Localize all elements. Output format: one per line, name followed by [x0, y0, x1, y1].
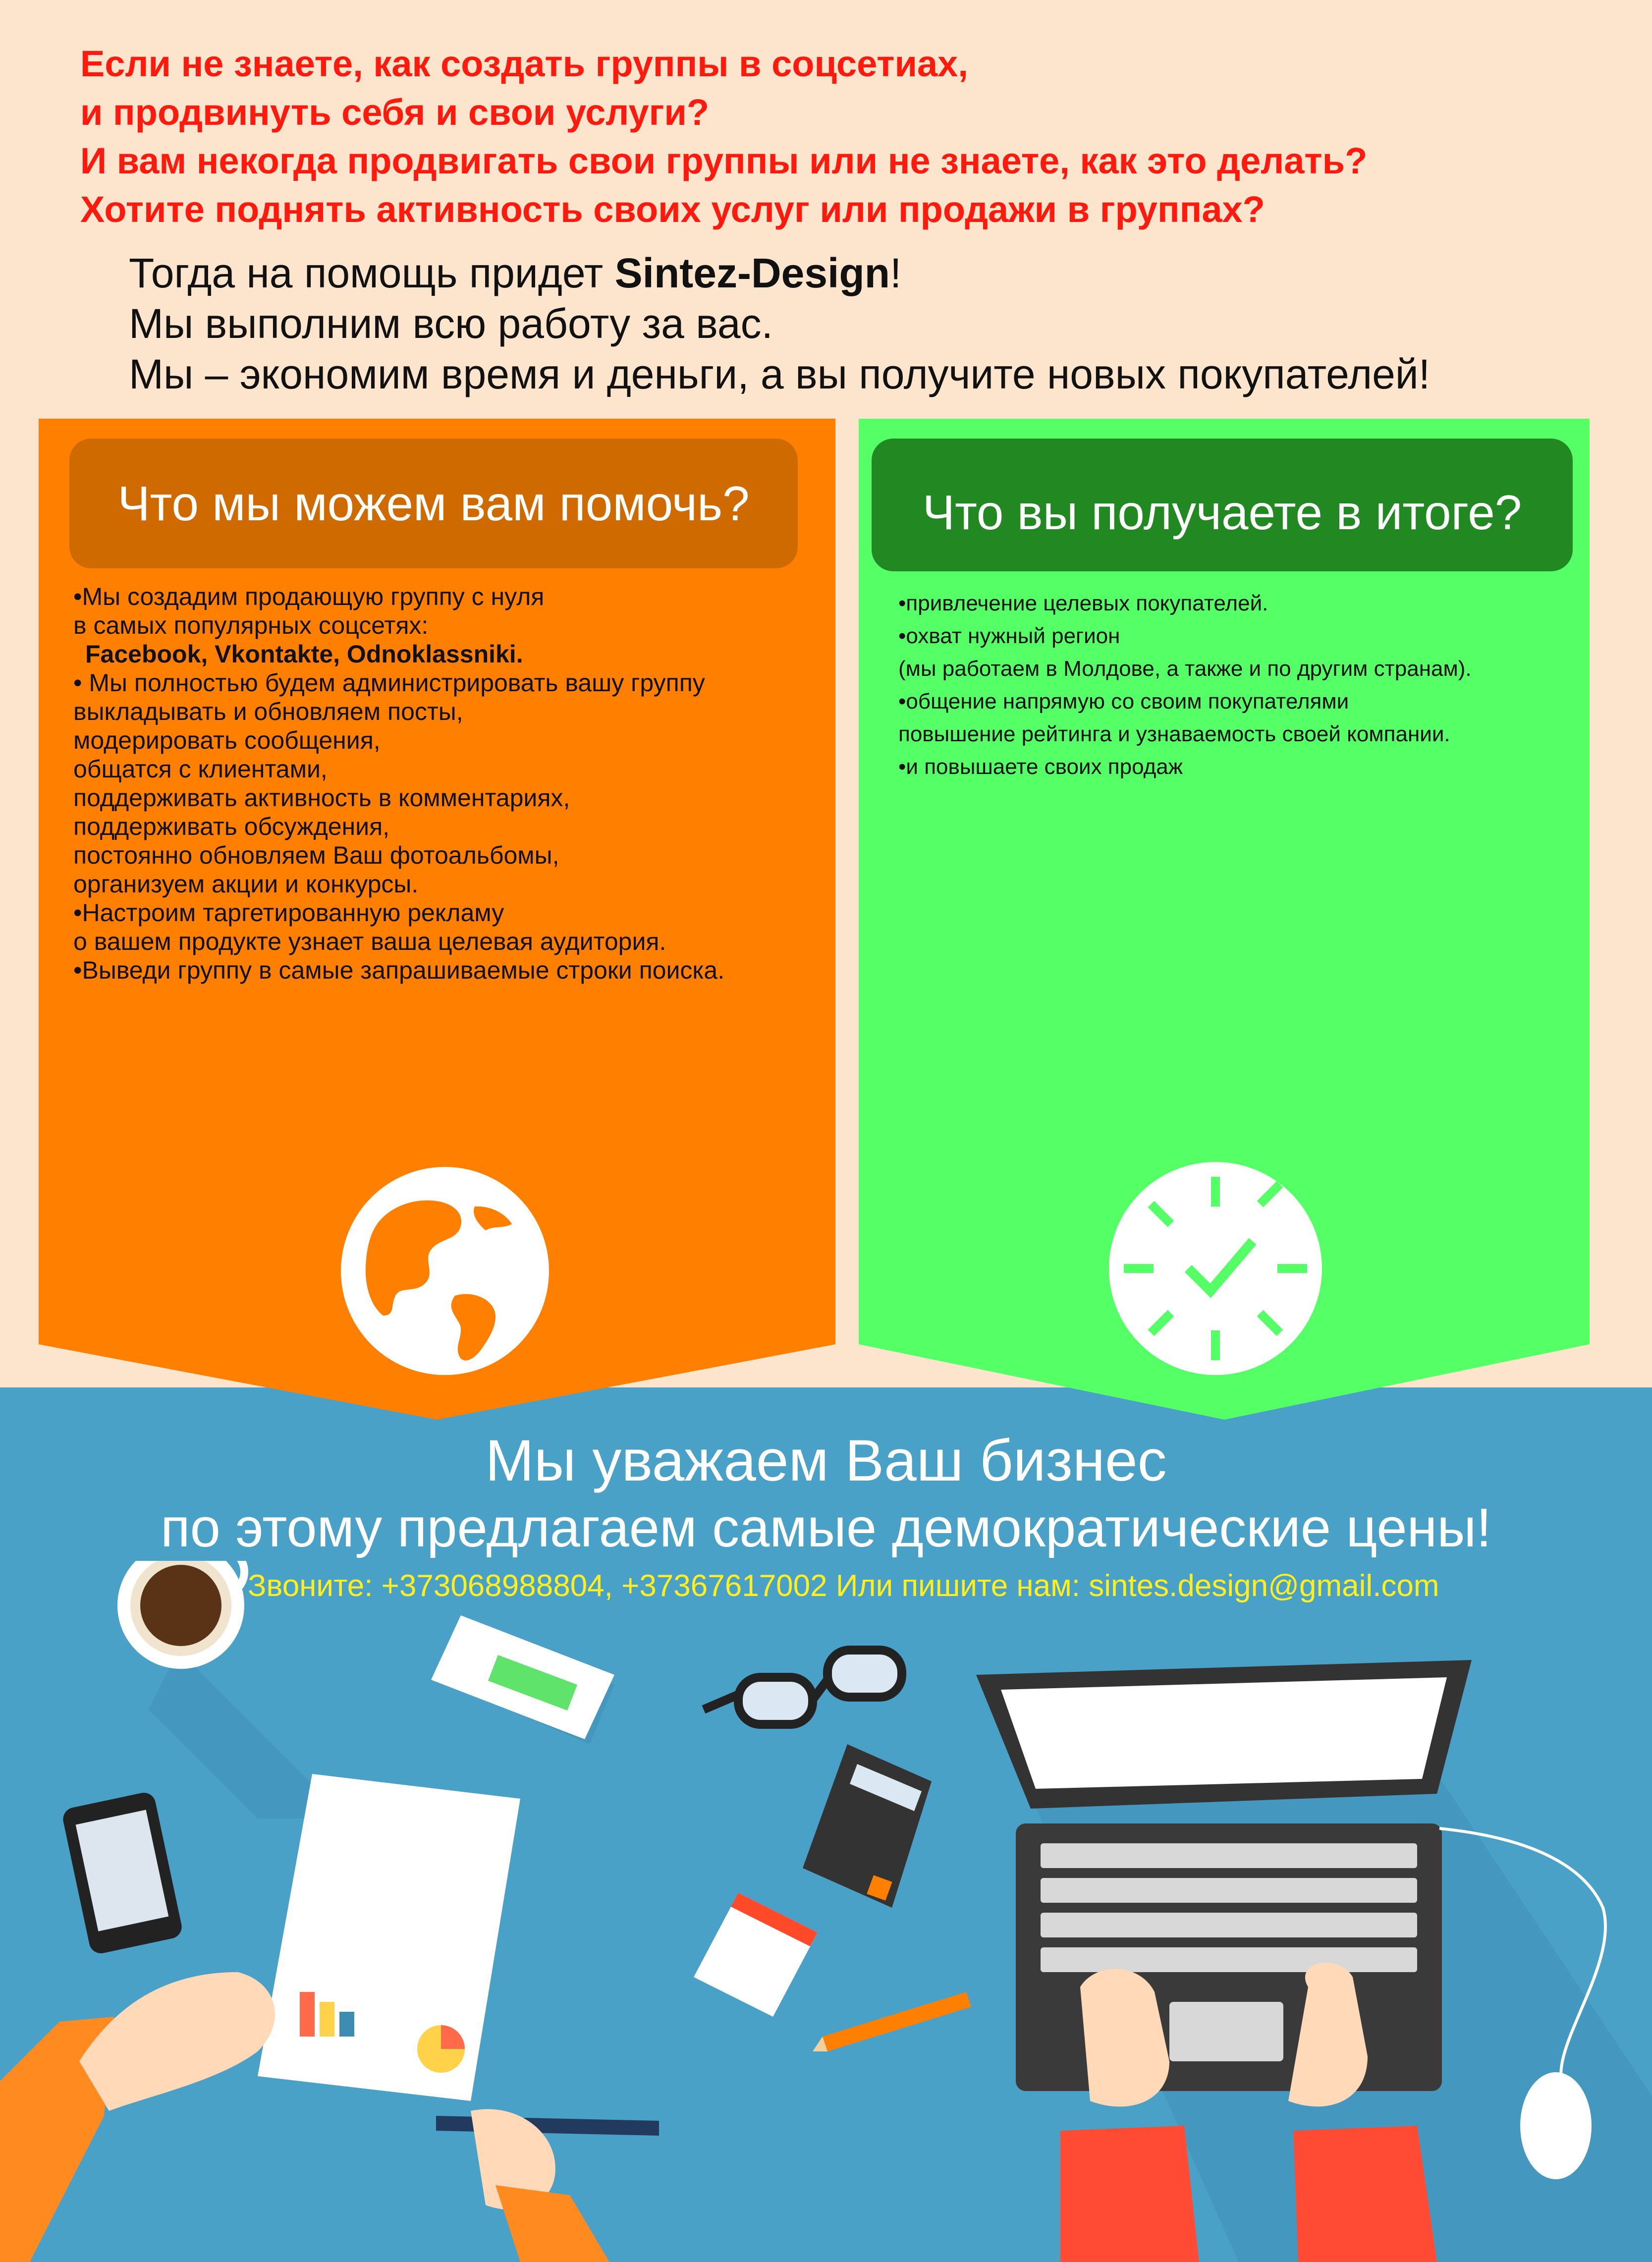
intro-line-2: Мы выполним всю работу за вас. — [129, 300, 773, 347]
list-item: поддерживать активность в комментариях, — [73, 784, 570, 812]
intro-prefix: Тогда на помощь придет — [129, 250, 615, 296]
list-item: поддерживать обсуждения, — [73, 813, 390, 840]
headline — [80, 40, 1616, 234]
list-item: организуем акции и конкурсы. — [73, 870, 419, 898]
list-item: общатся с клиентами, — [73, 755, 328, 783]
envelope-icon — [431, 1615, 614, 1744]
calculator-icon — [803, 1744, 932, 1908]
list-item: •и повышаете своих продаж — [898, 755, 1183, 779]
document-icon — [258, 1774, 520, 2101]
list-item: •Настроим таргетированную рекламу — [73, 899, 504, 927]
clock-check-icon — [1109, 1162, 1322, 1375]
slogan-subtitle: по этому предлагаем самые демократические цены! — [161, 1497, 1491, 1558]
intro-line-3: Мы – экономим время и деньги, а вы получите новых покупателей! — [129, 351, 1431, 397]
right-panel-text — [898, 587, 1592, 783]
right-panel-title: Что вы получаете в итоге? — [872, 439, 1573, 571]
list-item: постоянно обновляем Ваш фотоальбомы, — [73, 841, 559, 869]
list-item: •общение напрямую со своим покупателями — [898, 689, 1349, 714]
list-item: модерировать сообщения, — [73, 726, 381, 754]
headline-line: и продвинуть себя и свои услуги? — [80, 92, 710, 133]
notepad-icon — [694, 1893, 818, 2017]
list-item: •охват нужный регион — [898, 624, 1120, 648]
left-panel-title: Что мы можем вам помочь? — [69, 439, 798, 568]
list-item: Facebook, Vkontakte, Odnoklassniki. — [85, 640, 523, 668]
left-panel — [39, 419, 835, 1420]
intro-line-1 — [129, 248, 1615, 298]
list-item: •Мы создадим продающую группу с нуля — [73, 583, 545, 610]
phone-icon — [61, 1791, 184, 1956]
list-item: •привлечение целевых покупателей. — [898, 591, 1268, 615]
headline-line: Если не знаете, как создать группы в соцсетиах, — [80, 43, 968, 84]
desk-illustration — [0, 1561, 1652, 2262]
intro — [129, 248, 1615, 399]
globe-icon — [341, 1167, 549, 1375]
list-item: •Выведи группу в самые запрашиваемые строки поиска. — [73, 956, 725, 984]
right-panel — [859, 419, 1590, 1420]
left-panel-text — [73, 582, 831, 985]
glasses-icon — [704, 1650, 902, 1724]
slogan-title: Мы уважаем Ваш бизнес — [485, 1428, 1167, 1493]
brand-name: Sintez-Design — [614, 250, 890, 296]
headline-line: И вам некогда продвигать свои группы или не знаете, как это делать? — [80, 140, 1368, 181]
list-item: о вашем продукте узнает ваша целевая аудитория. — [73, 928, 666, 955]
pencil-icon — [813, 1992, 971, 2051]
list-item: повышение рейтинга и узнаваемость своей компании. — [898, 722, 1450, 746]
list-item: • Мы полностью будем администрировать вашу группу — [73, 669, 705, 697]
list-item: в самых популярных соцсетях: — [73, 611, 429, 639]
list-item: (мы работаем в Молдове, а также и по другим странам). — [898, 657, 1472, 681]
intro-suffix: ! — [890, 250, 902, 296]
headline-line: Хотите поднять активность своих услуг или продажи в группах? — [80, 189, 1265, 230]
list-item: выкладывать и обновляем посты, — [73, 698, 463, 725]
contact-info: Звоните: +373068988804, +37367617002 Или пишите нам: sintes.design@gmail.com — [248, 1569, 1439, 1603]
